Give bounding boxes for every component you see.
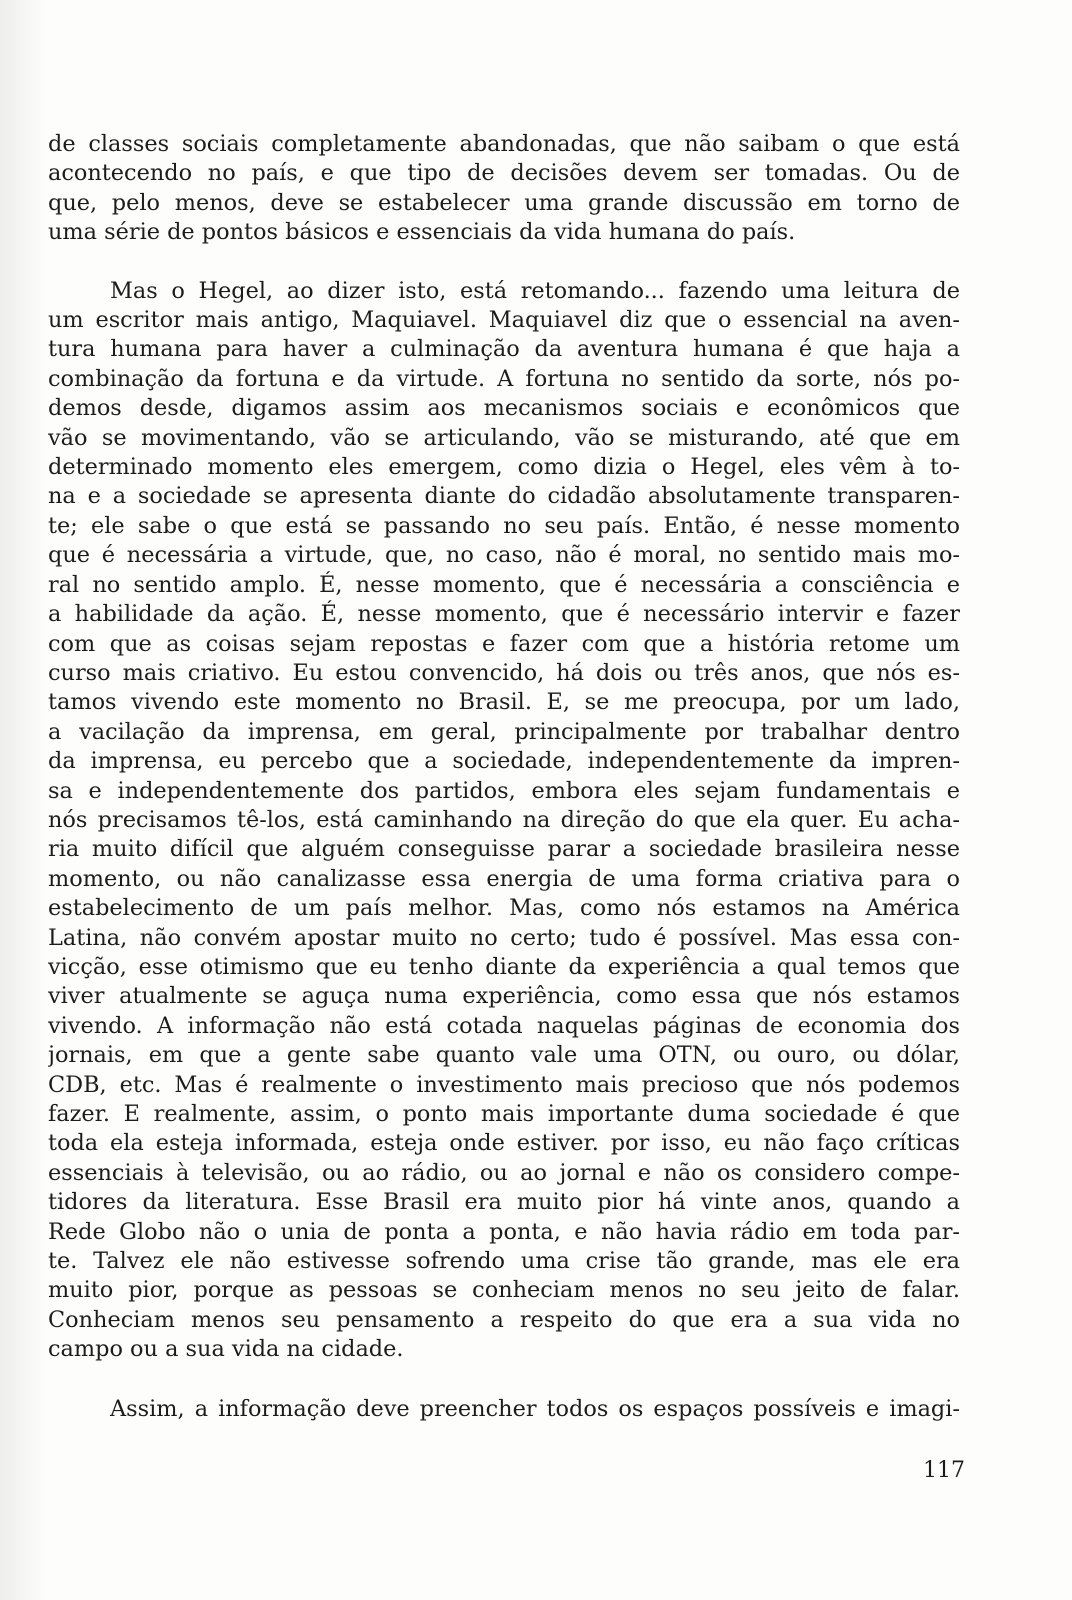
text-line: vicção, esse otimismo que eu tenho diante da experiência a qual temos que	[48, 953, 960, 980]
text-line: vão se movimentando, vão se articulando, vão se misturando, até que em	[48, 424, 960, 451]
text-line: CDB, etc. Mas é realmente o investimento mais precioso que nós podemos	[48, 1071, 960, 1098]
text-line: com que as coisas sejam repostas e fazer com que a história retome um	[48, 630, 960, 657]
text-line: na e a sociedade se apresenta diante do cidadão absolutamente transparen-	[48, 483, 960, 510]
text-line: a vacilação da imprensa, em geral, principalmente por trabalhar dentro	[48, 718, 960, 745]
text-line: ria muito difícil que alguém conseguisse parar a sociedade brasileira nesse	[48, 836, 960, 863]
text-line: Mas o Hegel, ao dizer isto, está retomando... fazendo uma leitura de	[110, 277, 960, 304]
text-line: tamos vivendo este momento no Brasil. E, se me preocupa, por um lado,	[48, 689, 960, 716]
text-line: um escritor mais antigo, Maquiavel. Maquiavel diz que o essencial na aven-	[48, 307, 960, 334]
text-line: fazer. E realmente, assim, o ponto mais importante duma sociedade é que	[48, 1101, 960, 1127]
text-line: viver atualmente se aguça numa experiência, como essa que nós estamos	[48, 983, 960, 1010]
text-line: tidores da literatura. Esse Brasil era muito pior há vinte anos, quando a	[48, 1189, 960, 1216]
binding-gutter-shadow	[0, 0, 46, 1600]
text-line: curso mais criativo. Eu estou convencido, há dois ou três anos, que nós es-	[48, 659, 960, 686]
text-line: Latina, não convém apostar muito no certo; tudo é possível. Mas essa con-	[48, 924, 960, 951]
text-line: vivendo. A informação não está cotada naquelas páginas de economia dos	[48, 1012, 960, 1039]
body-text	[48, 130, 960, 1424]
text-line: a habilidade da ação. É, nesse momento, que é necessário intervir e fazer	[48, 601, 960, 628]
text-line: tura humana para haver a culminação da aventura humana é que haja a	[48, 336, 960, 363]
text-line: Conheciam menos seu pensamento a respeito do que era a sua vida no	[48, 1306, 960, 1333]
text-line: estabelecimento de um país melhor. Mas, como nós estamos na América	[48, 895, 960, 922]
text-line: momento, ou não canalizasse essa energia de uma forma criativa para o	[48, 865, 960, 892]
paragraph-3	[48, 1395, 960, 1424]
text-line: acontecendo no país, e que tipo de decisões devem ser tomadas. Ou de	[48, 160, 960, 187]
text-line: ral no sentido amplo. É, nesse momento, que é necessária a consciência e	[48, 571, 960, 598]
paragraph-1	[48, 130, 960, 248]
text-line: determinado momento eles emergem, como dizia o Hegel, eles vêm à to-	[48, 454, 960, 481]
text-line: toda ela esteja informada, esteja onde estiver. por isso, eu não faço críticas	[48, 1130, 960, 1157]
text-line: muito pior, porque as pessoas se conheciam menos no seu jeito de falar.	[48, 1277, 960, 1304]
text-line: combinação da fortuna e da virtude. A fortuna no sentido da sorte, nós po-	[48, 365, 960, 392]
page-number: 117	[923, 1458, 965, 1483]
text-line: nós precisamos tê-los, está caminhando na direção do que ela quer. Eu acha-	[48, 806, 960, 833]
text-line: Assim, a informação deve preencher todos os espaços possíveis e imagi-	[110, 1395, 960, 1422]
text-line: te; ele sabe o que está se passando no seu país. Então, é nesse momento	[48, 512, 960, 539]
paragraph-spacer	[48, 1365, 960, 1395]
text-line: demos desde, digamos assim aos mecanismos sociais e econômicos que	[48, 395, 960, 422]
paragraph-spacer	[48, 248, 960, 277]
text-line: que, pelo menos, deve se estabelecer uma grande discussão em torno de	[48, 189, 960, 216]
text-line: jornais, em que a gente sabe quanto vale uma OTN, ou ouro, ou dólar,	[48, 1042, 960, 1069]
text-line: da imprensa, eu percebo que a sociedade, independentemente da impren-	[48, 748, 960, 775]
text-line: de classes sociais completamente abandonadas, que não saibam o que está	[48, 131, 960, 157]
paragraph-2	[48, 277, 960, 1365]
text-line: sa e independentemente dos partidos, embora eles sejam fundamentais e	[48, 777, 960, 804]
text-line: uma série de pontos básicos e essenciais da vida humana do país.	[48, 219, 796, 246]
text-line: Rede Globo não o unia de ponta a ponta, e não havia rádio em toda par-	[48, 1218, 960, 1245]
text-line: te. Talvez ele não estivesse sofrendo uma crise tão grande, mas ele era	[48, 1248, 960, 1275]
text-line: campo ou a sua vida na cidade.	[48, 1336, 404, 1363]
text-line: que é necessária a virtude, que, no caso, não é moral, no sentido mais mo-	[48, 542, 960, 569]
text-line: essenciais à televisão, ou ao rádio, ou ao jornal e não os considero compe-	[48, 1159, 960, 1186]
